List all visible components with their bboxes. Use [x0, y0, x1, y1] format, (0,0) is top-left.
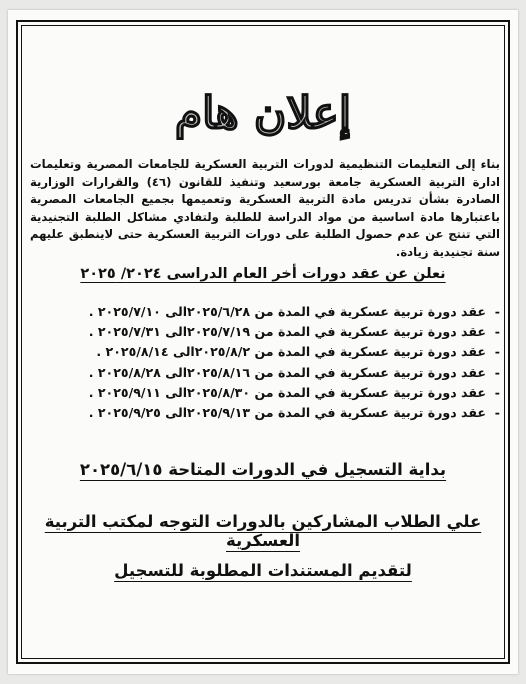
bullet-dash: - — [494, 304, 500, 319]
bullet-dash: - — [494, 384, 500, 400]
bullet-dash: - — [494, 364, 500, 380]
course-item — [58, 322, 500, 342]
course-item — [58, 403, 500, 423]
bullet-dash: - — [494, 405, 500, 421]
scanned-page — [8, 10, 518, 674]
course-list — [58, 302, 500, 423]
documents-notice: لتقديم المستندات المطلوبة للتسجيل — [114, 561, 412, 580]
course-item-text: عقد دورة تربية عسكرية في المدة من ٢٠٢٥/٩/١٣الى ٢٠٢٥/٩/٢٥ . — [88, 405, 486, 421]
courses-subheading: نعلن عن عقد دورات أخر العام الدراسى ٢٠٢٤/ ٢٠٢٥ — [80, 266, 446, 282]
course-item — [58, 302, 500, 322]
course-item — [58, 342, 500, 362]
bullet-dash: - — [494, 344, 500, 360]
course-item-text: عقد دورة تربية عسكرية في المدة من ٢٠٢٥/٨/١٦الى ٢٠٢٥/٨/٢٨ . — [88, 364, 486, 380]
course-item-text: عقد دورة تربية عسكرية في المدة من ٢٠٢٥/٨/٢الى ٢٠٢٥/٨/١٤ . — [96, 344, 486, 360]
course-item-text: عقد دورة تربية عسكرية في المدة من ٢٠٢٥/٦/٢٨الى ٢٠٢٥/٧/١٠ . — [88, 304, 486, 319]
bullet-dash: - — [494, 324, 500, 340]
course-item-text: عقد دورة تربية عسكرية في المدة من ٢٠٢٥/٨/٣٠الى ٢٠٢٥/٩/١١ . — [88, 384, 486, 400]
announcement-headline: إعلان هام — [174, 88, 352, 139]
course-item-text: عقد دورة تربية عسكرية في المدة من ٢٠٢٥/٧/١٩الى ٢٠٢٥/٧/٣١ . — [88, 324, 486, 340]
registration-start: بداية التسجيل في الدورات المتاحة ٢٠٢٥/٦/١٥ — [79, 460, 447, 479]
students-notice: علي الطلاب المشاركين بالدورات التوجه لمكتب التربية العسكرية — [44, 512, 482, 550]
course-item — [58, 363, 500, 383]
intro-paragraph: بناء إلى التعليمات التنظيمية لدورات التربية العسكرية للجامعات المصرية وتعليمات ادارة التربية العسكرية جامعة بورسعيد وتنفيذ للقانون (٤٦) والقرارات الوزارية الصادرة بشأن تدريس مادة التربية العسكرية وتعميمها بجميع الجامعات المصرية باعتبارها مادة اساسية من مواد الدراسة للطلبة ولتفادي مشاكل الطلبة التجنيدية التي تنتج عن عدم حصول الطلبة على دورات التربية العسكرية حتى لاينطبق عليهم سنة تجنيدية زيادة. — [30, 157, 500, 259]
course-item — [58, 383, 500, 403]
